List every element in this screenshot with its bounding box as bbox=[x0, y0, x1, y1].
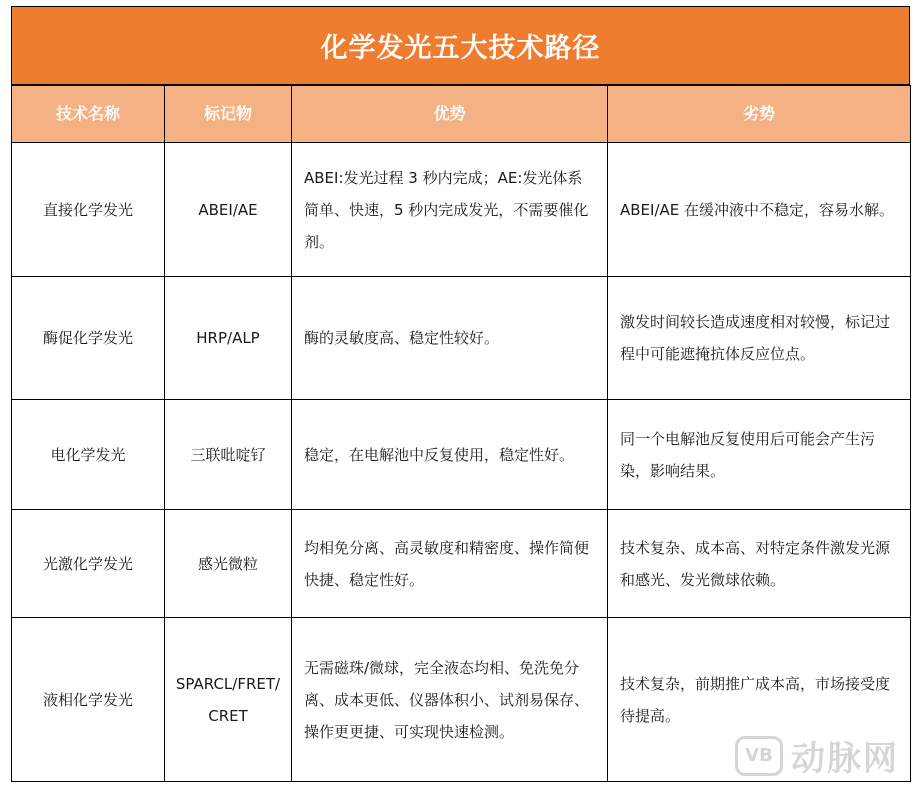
table-title: 化学发光五大技术路径 bbox=[320, 33, 601, 64]
header-row bbox=[12, 86, 911, 143]
cons-cell: 激发时间较长造成速度相对较慢，标记过程中可能遮掩抗体反应位点。 bbox=[608, 277, 911, 400]
watermark-logo-icon: VB bbox=[735, 736, 783, 776]
marker-cell: ABEI/AE bbox=[165, 143, 292, 277]
tech-name-cell: 液相化学发光 bbox=[12, 618, 165, 782]
marker-cell: 感光微粒 bbox=[165, 510, 292, 618]
tech-comparison-table bbox=[11, 85, 911, 782]
pros-cell: ABEI:发光过程 3 秒内完成；AE:发光体系简单、快速，5 秒内完成发光，不需要催化剂。 bbox=[292, 143, 608, 277]
cons-cell: 技术复杂、成本高、对特定条件激发光源和感光、发光微球依赖。 bbox=[608, 510, 911, 618]
tech-name-cell: 直接化学发光 bbox=[12, 143, 165, 277]
tech-name-cell: 酶促化学发光 bbox=[12, 277, 165, 400]
table-row bbox=[12, 510, 911, 618]
comparison-table-wrapper bbox=[11, 6, 910, 782]
table-row bbox=[12, 277, 911, 400]
pros-cell: 酶的灵敏度高、稳定性较好。 bbox=[292, 277, 608, 400]
tech-name-cell: 光激化学发光 bbox=[12, 510, 165, 618]
pros-cell: 均相免分离、高灵敏度和精密度、操作简便快捷、稳定性好。 bbox=[292, 510, 608, 618]
tech-name-cell: 电化学发光 bbox=[12, 400, 165, 510]
marker-cell: 三联吡啶钌 bbox=[165, 400, 292, 510]
watermark bbox=[735, 731, 899, 780]
header-tech-name: 技术名称 bbox=[12, 86, 165, 143]
table-row bbox=[12, 400, 911, 510]
cons-cell: ABEI/AE 在缓冲液中不稳定，容易水解。 bbox=[608, 143, 911, 277]
cons-cell: 技术复杂，前期推广成本高，市场接受度待提高。 bbox=[608, 618, 911, 782]
pros-cell: 稳定，在电解池中反复使用，稳定性好。 bbox=[292, 400, 608, 510]
table-title-bar bbox=[11, 6, 910, 85]
watermark-text: 动脉网 bbox=[791, 739, 899, 779]
table-row bbox=[12, 143, 911, 277]
marker-cell: SPARCL/FRET/CRET bbox=[165, 618, 292, 782]
cons-cell: 同一个电解池反复使用后可能会产生污染，影响结果。 bbox=[608, 400, 911, 510]
marker-cell: HRP/ALP bbox=[165, 277, 292, 400]
header-marker: 标记物 bbox=[165, 86, 292, 143]
pros-cell: 无需磁珠/微球，完全液态均相、免洗免分离、成本更低、仪器体积小、试剂易保存、操作更更捷、可实现快速检测。 bbox=[292, 618, 608, 782]
header-pros: 优势 bbox=[292, 86, 608, 143]
header-cons: 劣势 bbox=[608, 86, 911, 143]
